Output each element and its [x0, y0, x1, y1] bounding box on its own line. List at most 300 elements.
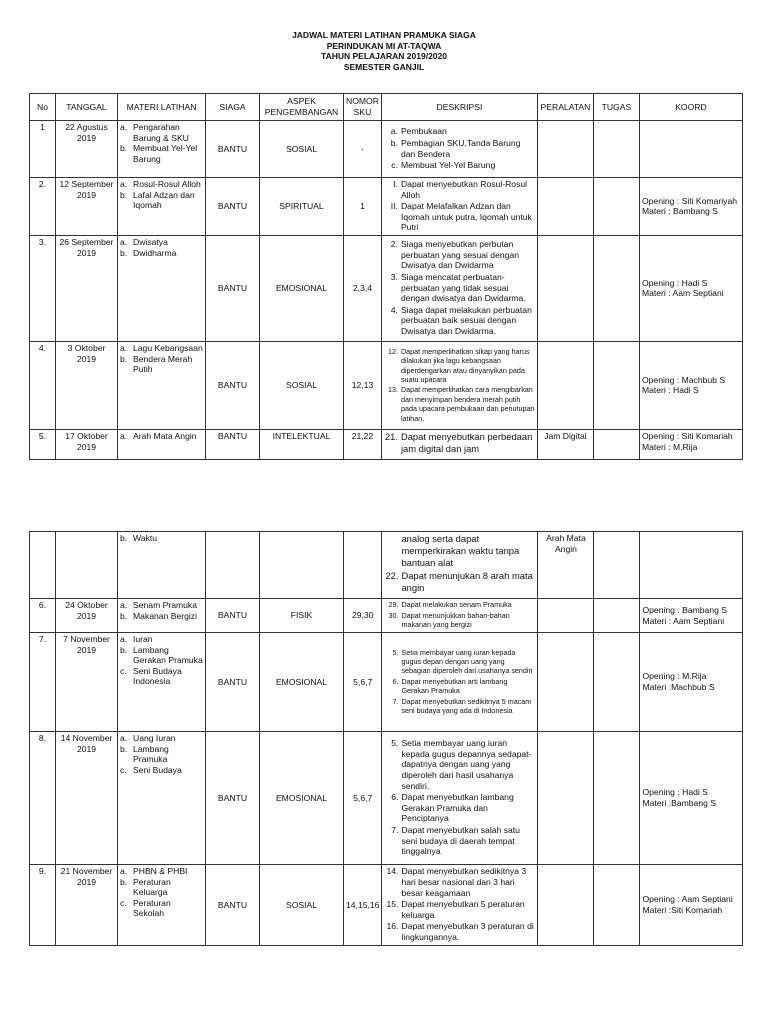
row-nomor-sku-cell	[344, 532, 382, 599]
materi-text: Iuran	[133, 634, 153, 644]
row-tanggal-cell	[56, 633, 118, 732]
col-header-tugas: TUGAS	[593, 94, 639, 121]
row-tugas-cell	[594, 532, 640, 599]
deskripsi-item	[384, 347, 535, 385]
row-siaga: BANTU	[217, 792, 248, 803]
materi-text: Senam Pramuka	[133, 600, 198, 610]
materi-list	[120, 431, 203, 442]
deskripsi-text: Dapat menunjukkan bahan-bahan makanan yang bergizi	[401, 610, 510, 630]
deskripsi-item	[384, 239, 535, 271]
row-aspek-cell	[260, 178, 344, 236]
row-koord-cell	[640, 532, 743, 599]
deskripsi-marker: 6.	[392, 676, 399, 686]
row-aspek-cell	[260, 341, 344, 429]
col-header-koord: KOORD	[639, 94, 742, 121]
title-line-3: TAHUN PELAJARAN 2019/2020	[321, 51, 447, 61]
deskripsi-marker: c.	[391, 160, 398, 171]
materi-item	[120, 898, 203, 919]
row-tugas-cell	[594, 732, 640, 865]
deskripsi-text: Pembukaan	[400, 126, 447, 137]
row-koord-cell	[639, 341, 742, 429]
row-no-cell	[30, 341, 56, 429]
row-aspek: SOSIAL	[285, 380, 318, 391]
materi-item	[120, 237, 203, 248]
row-nomor-sku-cell	[344, 599, 382, 633]
row-aspek-cell	[260, 532, 344, 599]
row-peralatan-cell	[538, 532, 594, 599]
koord-opening: Opening : Siti Komariyah	[641, 195, 738, 206]
deskripsi-marker: 7.	[392, 696, 399, 706]
row-tanggal-cell	[56, 599, 118, 633]
deskripsi-marker: 29.	[388, 600, 399, 610]
row-nomor-sku: 14,15,16	[346, 899, 380, 910]
row-tanggal-cell	[56, 429, 118, 459]
row-tanggal-cell	[56, 178, 118, 236]
row-siaga: BANTU	[217, 201, 248, 212]
row-deskripsi-cell	[382, 599, 538, 633]
materi-marker: b.	[120, 353, 128, 364]
row-materi-cell	[118, 732, 206, 865]
deskripsi-marker: 16.	[386, 921, 399, 932]
deskripsi-item	[384, 201, 535, 233]
materi-list	[120, 122, 203, 164]
materi-text: Pengarahan Barung & SKU	[133, 122, 189, 143]
table-row	[30, 599, 743, 633]
deskripsi-list	[384, 431, 535, 455]
deskripsi-text: Dapat menyebutkan 5 peraturan keluarga	[401, 899, 525, 920]
materi-item	[120, 877, 203, 898]
materi-item	[120, 866, 203, 877]
col-header-no: No	[30, 94, 56, 121]
row-nomor-sku-cell	[344, 235, 382, 341]
deskripsi-marker: 13.	[387, 385, 398, 395]
row-nomor-sku: 12,13	[351, 380, 374, 391]
row-siaga-cell	[206, 599, 260, 633]
row-aspek-cell	[260, 235, 344, 341]
row-no: 7.	[38, 634, 47, 644]
materi-item	[120, 343, 203, 354]
materi-marker: b.	[120, 247, 128, 258]
materi-text: PHBN & PHBI	[133, 866, 188, 876]
deskripsi-list	[384, 533, 535, 594]
row-aspek: INTELEKTUAL	[272, 430, 331, 441]
deskripsi-marker: 6.	[391, 792, 399, 803]
materi-text: Arah Mata Angin	[133, 430, 197, 441]
row-siaga: BANTU	[217, 380, 248, 391]
materi-text: Rosul-Rosul Alloh	[133, 179, 201, 189]
row-materi-cell	[118, 599, 206, 633]
row-aspek-cell	[260, 732, 344, 865]
row-tanggal: 17 Oktober 2019	[65, 430, 108, 452]
materi-marker: b.	[120, 743, 128, 754]
materi-marker: a.	[120, 122, 128, 132]
deskripsi-text: Dapat menyebutkan sedikitnya 3 hari besar nasional dan 3 hari besar keagamaan	[401, 866, 527, 898]
deskripsi-item	[384, 138, 535, 159]
materi-item	[120, 179, 203, 190]
row-tugas-cell	[593, 235, 639, 341]
row-tanggal-cell	[56, 732, 118, 865]
deskripsi-text: Dapat menyebutkan Rosul-Rosul Alloh	[400, 179, 528, 200]
row-siaga-cell	[206, 732, 260, 865]
col-header-nomor-sku: NOMOR SKU	[344, 94, 382, 121]
deskripsi-text: Dapat memperlihatkan cara mengibarkan dan menyimpan bendera merah putih pada upacara pembukaan dan penutupan latihan.	[400, 385, 535, 423]
materi-marker: b.	[120, 644, 128, 655]
deskripsi-text: Pembagian SKU,Tanda Barung dan Bendera	[400, 137, 521, 159]
table-row	[30, 429, 743, 459]
table-row	[30, 532, 743, 599]
materi-marker: a.	[120, 634, 128, 644]
row-no-cell	[30, 865, 56, 946]
materi-marker: c.	[120, 764, 127, 775]
materi-marker: a.	[120, 342, 128, 353]
deskripsi-item	[384, 570, 535, 594]
materi-list	[120, 866, 203, 919]
row-aspek-cell	[260, 121, 344, 178]
row-peralatan-cell	[537, 429, 593, 459]
deskripsi-item	[384, 921, 535, 942]
materi-item	[120, 733, 203, 744]
row-materi-cell	[118, 865, 206, 946]
materi-marker: a.	[120, 733, 128, 743]
row-siaga: BANTU	[217, 143, 248, 154]
deskripsi-item	[384, 866, 535, 898]
row-peralatan-cell	[537, 178, 593, 236]
row-aspek: FISIK	[290, 610, 313, 621]
deskripsi-marker: 5.	[391, 738, 399, 749]
col-header-materi: MATERI LATIHAN	[118, 94, 206, 121]
koord-opening: Opening : Bambang S	[642, 604, 728, 615]
materi-list	[120, 533, 203, 544]
row-koord-cell	[639, 121, 742, 178]
row-peralatan: Jam Digital	[544, 430, 587, 441]
deskripsi-list	[384, 600, 535, 629]
row-deskripsi-cell	[381, 121, 537, 178]
materi-marker: c.	[120, 897, 127, 908]
title-line-1: JADWAL MATERI LATIHAN PRAMUKA SIAGA	[292, 30, 476, 40]
deskripsi-marker: b.	[390, 137, 398, 148]
deskripsi-item	[384, 697, 535, 716]
materi-list	[120, 634, 203, 687]
koord-opening: Opening : M.Rija	[642, 671, 707, 682]
materi-marker: b.	[120, 189, 128, 200]
materi-list	[120, 237, 203, 258]
koord-materi: Materi : M.Rija	[641, 441, 698, 452]
row-koord-cell	[640, 732, 743, 865]
schedule-table-page-1	[29, 93, 743, 460]
deskripsi-text: Siaga dapat melakukan perbuatan perbuatan baik sesuai dengan Dwisatya dan Dwidarma.	[400, 304, 532, 337]
col-header-aspek: ASPEK PENGEMBANGAN	[260, 94, 344, 121]
koord-materi: Materi : Bambang S	[641, 206, 718, 217]
row-siaga-cell	[206, 865, 260, 946]
row-aspek-cell	[260, 865, 344, 946]
deskripsi-text: Dapat menyebutkan 3 peraturan di lingkungannya.	[401, 921, 534, 942]
materi-list	[120, 343, 203, 375]
row-aspek-cell	[260, 429, 344, 459]
materi-text: Dwisatya	[133, 236, 168, 247]
materi-text: Bendera Merah Putih	[133, 353, 193, 375]
deskripsi-marker: 7.	[391, 824, 399, 835]
row-koord-cell	[639, 178, 742, 236]
materi-item	[120, 744, 203, 765]
materi-text: Peraturan Keluarga	[133, 876, 171, 898]
col-header-deskripsi: DESKRIPSI	[381, 94, 537, 121]
row-siaga: BANTU	[217, 676, 248, 687]
row-aspek-cell	[260, 633, 344, 732]
row-peralatan-cell	[538, 865, 594, 946]
deskripsi-item	[384, 179, 535, 200]
row-tanggal: 22 Agustus 2019	[65, 122, 108, 143]
deskripsi-item	[384, 738, 535, 791]
deskripsi-marker: 14.	[386, 866, 399, 877]
row-tanggal: 14 November 2019	[60, 733, 113, 754]
row-tanggal-cell	[56, 235, 118, 341]
materi-marker: a.	[120, 866, 128, 876]
row-siaga-cell	[206, 429, 260, 459]
row-no-cell	[30, 121, 56, 178]
koord-materi: Materi : Aam Septiani	[641, 288, 724, 299]
materi-marker: a.	[120, 236, 128, 247]
koord-opening: Opening : Hadi S	[642, 787, 708, 798]
deskripsi-text: Dapat menunjukan 8 arah mata angin	[401, 570, 533, 593]
row-no: 1	[40, 122, 45, 132]
row-no-cell	[30, 178, 56, 236]
row-aspek: EMOSIONAL	[275, 283, 328, 294]
row-tugas-cell	[593, 178, 639, 236]
row-koord-cell	[639, 429, 742, 459]
row-materi-cell	[118, 178, 206, 236]
row-nomor-sku-cell	[344, 429, 382, 459]
deskripsi-text: Dapat menyebutkan sedikitnya 5 macam seni budaya yang ada di Indonesia	[401, 696, 532, 716]
row-tugas-cell	[593, 121, 639, 178]
materi-marker: a.	[120, 600, 128, 610]
row-nomor-sku-cell	[344, 121, 382, 178]
row-siaga: BANTU	[217, 899, 248, 910]
row-tanggal: 21 November 2019	[60, 866, 113, 887]
table-row	[30, 121, 743, 178]
schedule-table-page-2	[29, 531, 743, 946]
row-deskripsi-cell	[382, 532, 538, 599]
row-nomor-sku: 29,30	[351, 610, 374, 621]
row-siaga-cell	[206, 178, 260, 236]
deskripsi-list	[384, 738, 535, 857]
row-materi-cell	[118, 429, 206, 459]
deskripsi-text: Dapat melakukan senam Pramuka	[401, 600, 512, 610]
deskripsi-item	[384, 385, 535, 423]
row-aspek: EMOSIONAL	[275, 792, 328, 803]
row-aspek: SOSIAL	[285, 143, 318, 154]
materi-marker: b.	[120, 533, 128, 543]
row-aspek: SOSIAL	[285, 899, 318, 910]
row-no-cell	[30, 732, 56, 865]
row-nomor-sku-cell	[344, 865, 382, 946]
materi-text: Dwidharma	[133, 247, 177, 258]
materi-item	[120, 634, 203, 645]
row-tanggal-cell	[56, 341, 118, 429]
row-deskripsi-cell	[382, 633, 538, 732]
deskripsi-text: Setia membayar uang iuran kepada gugus depannya sedapat-dapatnya dengan uang yang diperoleh dari hasil usahanya sendiri.	[401, 738, 532, 791]
deskripsi-item	[384, 160, 535, 171]
row-siaga-cell	[206, 121, 260, 178]
row-materi-cell	[118, 341, 206, 429]
table-row	[30, 865, 743, 946]
row-materi-cell	[118, 235, 206, 341]
koord-opening: Opening : Hadi S	[641, 277, 708, 288]
koord-materi: Materi :Machbub S	[642, 682, 715, 692]
row-no: 8.	[38, 733, 47, 743]
materi-item	[120, 533, 203, 544]
row-no: 4.	[38, 342, 47, 353]
row-siaga-cell	[206, 633, 260, 732]
deskripsi-marker: I.	[393, 179, 398, 189]
row-deskripsi-cell	[382, 865, 538, 946]
deskripsi-marker: 3.	[390, 272, 398, 283]
materi-item	[120, 645, 203, 666]
deskripsi-text: Dapat menyebutkan salah satu seni budaya di daerah tempat tinggalnya	[401, 824, 520, 857]
koord-materi: Materi :Bambang S	[642, 798, 717, 808]
materi-item	[120, 248, 203, 259]
materi-text: Lambang Gerakan Pramuka	[133, 644, 203, 666]
table-row	[30, 732, 743, 865]
deskripsi-text: Dapat Melafalkan Adzan dan Iqomah untuk putra, Iqomah untuk Putri	[400, 201, 532, 233]
materi-text: Seni Budaya	[133, 764, 182, 775]
deskripsi-marker: 12.	[387, 346, 398, 356]
row-tanggal: 12 September 2019	[59, 179, 114, 200]
materi-item	[120, 122, 203, 143]
row-peralatan-cell	[537, 341, 593, 429]
row-koord-cell	[640, 599, 743, 633]
row-nomor-sku-cell	[344, 633, 382, 732]
row-nomor-sku: 1	[360, 201, 365, 212]
row-tugas-cell	[594, 599, 640, 633]
table-row	[30, 178, 743, 236]
deskripsi-text: Dapat menyebutkan lambang Gerakan Pramuka dan Penciptanya	[401, 792, 514, 824]
koord-materi: Materi : Hadi S	[641, 385, 699, 396]
deskripsi-marker: 22.	[385, 570, 399, 581]
row-tugas-cell	[594, 865, 640, 946]
row-deskripsi-cell	[381, 341, 537, 429]
col-header-siaga: SIAGA	[206, 94, 260, 121]
row-nomor-sku: 2,3,4	[352, 283, 373, 294]
row-no: 6.	[38, 600, 47, 610]
koord-opening: Opening : Aam Septiani	[642, 894, 733, 905]
row-no-cell	[30, 633, 56, 732]
deskripsi-list	[384, 126, 535, 170]
deskripsi-text: Dapat memperlihatkan sikap yang harus dilakukan jika lagu kebangsaan diperdengarkan atau dinyanyikan pada suatu upacara	[400, 346, 530, 385]
col-header-tanggal: TANGGAL	[56, 94, 118, 121]
materi-text: Makanan Bergizi	[133, 610, 198, 621]
row-aspek-cell	[260, 599, 344, 633]
row-tanggal: 26 September 2019	[59, 236, 114, 258]
document-title	[0, 30, 768, 72]
col-header-peralatan: PERALATAN	[537, 94, 593, 121]
deskripsi-text: Dapat menyebutkan perbedaan jam digital dan jam	[400, 430, 533, 454]
materi-text: Lambang Pramuka	[133, 743, 169, 765]
row-aspek: EMOSIONAL	[275, 676, 328, 687]
table-header-row	[30, 94, 743, 121]
deskripsi-item	[384, 126, 535, 137]
deskripsi-text: Dapat menyebutkan arti lambang Gerakan Pramuka	[401, 676, 508, 696]
row-no-cell	[30, 532, 56, 599]
row-materi-cell	[118, 532, 206, 599]
row-tanggal-cell	[56, 532, 118, 599]
row-koord-cell	[640, 865, 743, 946]
materi-text: Lagu Kebangsaan	[133, 342, 203, 353]
row-nomor-sku: 5,6,7	[353, 792, 373, 803]
materi-text: Uang Iuran	[133, 733, 176, 743]
row-deskripsi-cell	[381, 235, 537, 341]
deskripsi-list	[384, 179, 535, 233]
row-siaga: BANTU	[217, 283, 248, 294]
deskripsi-list	[384, 239, 535, 336]
row-peralatan-cell	[538, 599, 594, 633]
row-nomor-sku: 21,22	[351, 430, 374, 441]
deskripsi-text: Membuat Yel-Yel Barung	[400, 160, 496, 171]
materi-item	[120, 143, 203, 164]
row-no: 9.	[38, 866, 47, 876]
koord-opening: Opening : Machbub S	[641, 374, 726, 385]
materi-text: Waktu	[133, 533, 158, 543]
deskripsi-list	[384, 866, 535, 942]
materi-marker: c.	[120, 665, 127, 676]
row-peralatan: Arah Mata Angin	[546, 533, 586, 554]
row-aspek: SPIRITUAL	[279, 201, 324, 212]
deskripsi-item	[384, 611, 535, 630]
row-peralatan-cell	[537, 121, 593, 178]
deskripsi-marker: a.	[390, 126, 398, 137]
materi-text: Seni Budaya Indonesia	[133, 665, 182, 687]
materi-marker: a.	[120, 430, 128, 441]
deskripsi-marker	[384, 533, 401, 569]
deskripsi-item	[384, 899, 535, 920]
materi-list	[120, 600, 203, 621]
koord-opening: Opening : Siti Komariah	[641, 430, 733, 441]
row-nomor-sku-cell	[344, 178, 382, 236]
deskripsi-item	[384, 272, 535, 304]
deskripsi-item	[384, 533, 535, 569]
row-tugas-cell	[594, 633, 640, 732]
deskripsi-marker: 2.	[390, 239, 398, 250]
materi-marker: b.	[120, 876, 128, 887]
row-siaga-cell	[206, 532, 260, 599]
row-deskripsi-cell	[381, 178, 537, 236]
materi-marker: a.	[120, 179, 128, 189]
table-row	[30, 633, 743, 732]
deskripsi-text: Siaga menyebutkan perbutan perbuatan yang sesuai dengan Dwisatya dan Dwidarma	[400, 239, 519, 271]
materi-item	[120, 765, 203, 776]
row-tanggal: 3 Oktober 2019	[67, 342, 106, 364]
deskripsi-item	[384, 792, 535, 824]
row-koord-cell	[639, 235, 742, 341]
row-no: 2.	[38, 179, 47, 189]
materi-text: Membuat Yel-Yel Barung	[133, 143, 198, 164]
row-tugas-cell	[593, 429, 639, 459]
row-siaga-cell	[206, 235, 260, 341]
row-deskripsi-cell	[382, 732, 538, 865]
materi-item	[120, 354, 203, 375]
deskripsi-text: analog serta dapat memperkirakan waktu tanpa bantuan alat	[401, 533, 520, 568]
row-peralatan-cell	[537, 235, 593, 341]
materi-item	[120, 190, 203, 211]
row-nomor-sku: -	[361, 143, 364, 154]
deskripsi-item	[384, 677, 535, 696]
row-no-cell	[30, 235, 56, 341]
deskripsi-marker: 5.	[392, 647, 399, 657]
materi-list	[120, 179, 203, 211]
row-no-cell	[30, 429, 56, 459]
deskripsi-marker: 4.	[390, 304, 398, 315]
row-materi-cell	[118, 633, 206, 732]
materi-item	[120, 600, 203, 611]
